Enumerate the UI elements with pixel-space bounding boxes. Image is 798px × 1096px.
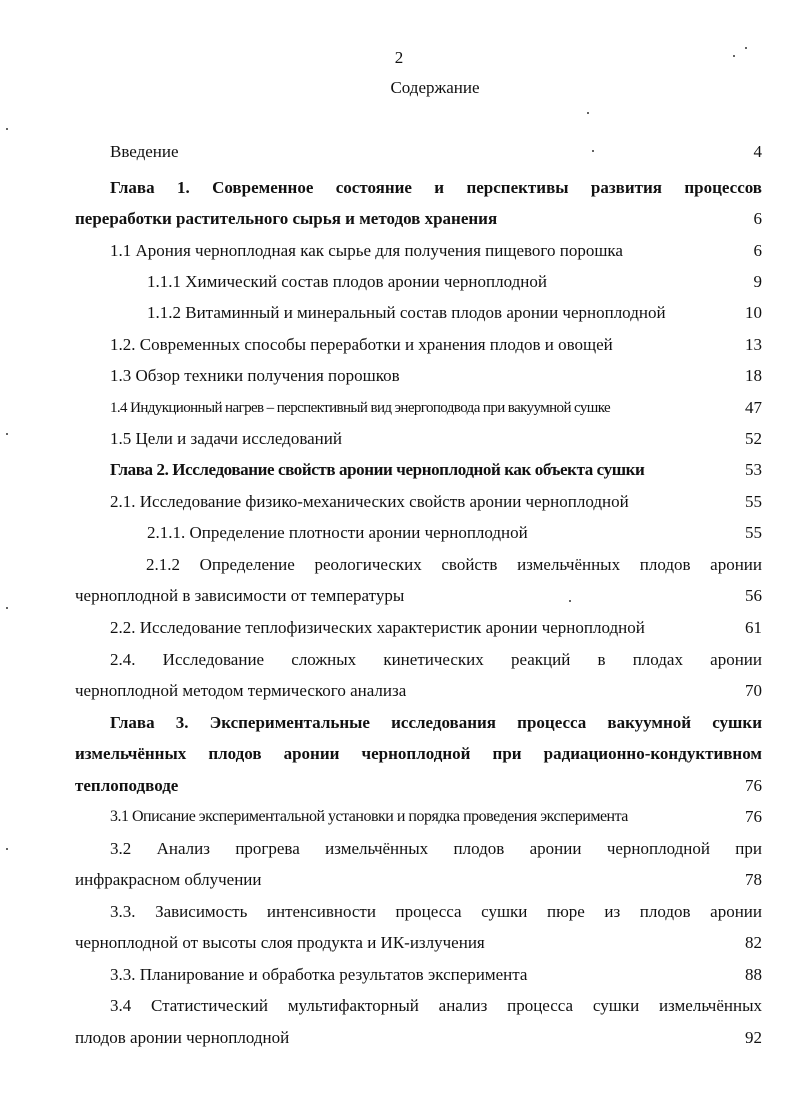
toc-entry-3-3b[interactable]	[75, 964, 762, 986]
toc-entry-page: 76	[745, 776, 762, 795]
scan-speck	[6, 607, 8, 609]
scan-speck	[733, 55, 735, 57]
toc-entry-text: 3.3. Планирование и обработка результатов эксперимента	[110, 965, 528, 984]
toc-entry-page: 76	[745, 807, 762, 826]
scan-speck	[592, 150, 594, 152]
toc-entry-page: 56	[745, 586, 762, 605]
toc-entry-page: 52	[745, 429, 762, 448]
toc-chapter-1-line1[interactable]: Глава 1. Современное состояние и перспективы развития процессов	[110, 178, 762, 197]
toc-entry-introduction[interactable]	[75, 141, 762, 163]
toc-entry-text: переработки растительного сырья и методов хранения	[75, 209, 498, 228]
toc-entry-page: 13	[745, 335, 762, 354]
toc-chapter-1[interactable]	[75, 208, 762, 230]
toc-entry-page: 92	[745, 1028, 762, 1047]
toc-entry-2-1-2-line1[interactable]: 2.1.2 Определение реологических свойств измельчённых плодов аронии	[146, 555, 762, 574]
scan-speck	[569, 600, 571, 602]
toc-entry-2-4[interactable]	[75, 680, 762, 702]
toc-entry-page: 55	[745, 492, 762, 511]
toc-entry-text: 2.2. Исследование теплофизических характеристик аронии черноплодной	[110, 618, 645, 637]
toc-entry-3-3a-line1[interactable]: 3.3. Зависимость интенсивности процесса сушки пюре из плодов аронии	[110, 902, 762, 921]
toc-entry-page: 47	[745, 398, 762, 417]
toc-entry-page: 6	[753, 209, 762, 228]
toc-entry-text: 1.4 Индукционный нагрев – перспективный вид энергоподвода при вакуумной сушке	[110, 400, 611, 416]
scan-speck	[587, 112, 589, 114]
toc-entry-text: 3.1 Описание экспериментальной установки и порядка проведения эксперимента	[110, 808, 628, 825]
scan-speck	[6, 433, 8, 435]
toc-entry-text: черноплодной в зависимости от температуры	[75, 586, 405, 605]
toc-entry-1-3[interactable]	[75, 365, 762, 387]
toc-entry-text: 1.3 Обзор техники получения порошков	[110, 366, 400, 385]
toc-entry-page: 55	[745, 523, 762, 542]
toc-entry-page: 9	[753, 272, 762, 291]
toc-entry-page: 53	[745, 460, 762, 479]
toc-entry-2-4-line1[interactable]: 2.4. Исследование сложных кинетических реакций в плодах аронии	[110, 650, 762, 669]
toc-entry-1-1-1[interactable]	[75, 271, 762, 293]
scan-speck	[745, 47, 747, 49]
toc-entry-1-4[interactable]	[75, 397, 762, 419]
toc-entry-1-5[interactable]	[75, 428, 762, 450]
toc-entry-2-1-2[interactable]	[75, 585, 762, 607]
toc-chapter-3-line1[interactable]: Глава 3. Экспериментальные исследования процесса вакуумной сушки	[110, 713, 762, 732]
toc-entry-1-2[interactable]	[75, 334, 762, 356]
toc-entry-text: инфракрасном облучении	[75, 870, 262, 889]
toc-entry-text: плодов аронии черноплодной	[75, 1028, 290, 1047]
toc-title: Содержание	[390, 78, 480, 97]
toc-entry-text: 1.1.2 Витаминный и минеральный состав плодов аронии черноплодной	[147, 303, 666, 322]
toc-entry-text: черноплодной от высоты слоя продукта и ИК-излучения	[75, 933, 485, 952]
toc-entry-3-2[interactable]	[75, 869, 762, 891]
toc-entry-text: Введение	[110, 142, 179, 161]
toc-entry-text: Глава 2. Исследование свойств аронии черноплодной как объекта сушки	[110, 460, 645, 479]
toc-entry-3-3a[interactable]	[75, 932, 762, 954]
toc-entry-3-1[interactable]	[75, 806, 762, 828]
toc-chapter-2[interactable]	[75, 459, 762, 481]
toc-chapter-3[interactable]	[75, 775, 762, 797]
toc-entry-2-2[interactable]	[75, 617, 762, 639]
toc-entry-page: 78	[745, 870, 762, 889]
page-number: 2	[394, 48, 404, 67]
toc-entry-text: 1.2. Современных способы переработки и хранения плодов и овощей	[110, 335, 613, 354]
toc-entry-text: 1.1.1 Химический состав плодов аронии черноплодной	[147, 272, 547, 291]
toc-entry-1-1-2[interactable]	[75, 302, 762, 324]
toc-entry-text: 2.1.1. Определение плотности аронии черноплодной	[147, 523, 528, 542]
toc-entry-page: 6	[753, 241, 762, 260]
toc-entry-text: 2.1. Исследование физико-механических свойств аронии черноплодной	[110, 492, 629, 511]
toc-entry-page: 61	[745, 618, 762, 637]
toc-entry-text: черноплодной методом термического анализа	[75, 681, 407, 700]
toc-entry-page: 82	[745, 933, 762, 952]
toc-entry-3-4[interactable]	[75, 1027, 762, 1049]
scan-speck	[6, 848, 8, 850]
toc-entry-text: 1.5 Цели и задачи исследований	[110, 429, 342, 448]
scan-speck	[6, 128, 8, 130]
toc-entry-page: 88	[745, 965, 762, 984]
toc-entry-page: 10	[745, 303, 762, 322]
toc-entry-page: 4	[753, 142, 762, 161]
toc-entry-3-4-line1[interactable]: 3.4 Статистический мультифакторный анализ процесса сушки измельчённых	[110, 996, 762, 1015]
toc-entry-text: 1.1 Арония черноплодная как сырье для получения пищевого порошка	[110, 241, 623, 260]
toc-entry-2-1[interactable]	[75, 491, 762, 513]
toc-entry-2-1-1[interactable]	[75, 522, 762, 544]
toc-entry-page: 70	[745, 681, 762, 700]
toc-entry-text: теплоподводе	[75, 776, 179, 795]
toc-entry-3-2-line1[interactable]: 3.2 Анализ прогрева измельчённых плодов аронии черноплодной при	[110, 839, 762, 858]
toc-chapter-3-line2[interactable]: измельчённых плодов аронии черноплодной при радиационно-кондуктивном	[75, 744, 762, 763]
toc-entry-1-1[interactable]	[75, 240, 762, 262]
toc-entry-page: 18	[745, 366, 762, 385]
